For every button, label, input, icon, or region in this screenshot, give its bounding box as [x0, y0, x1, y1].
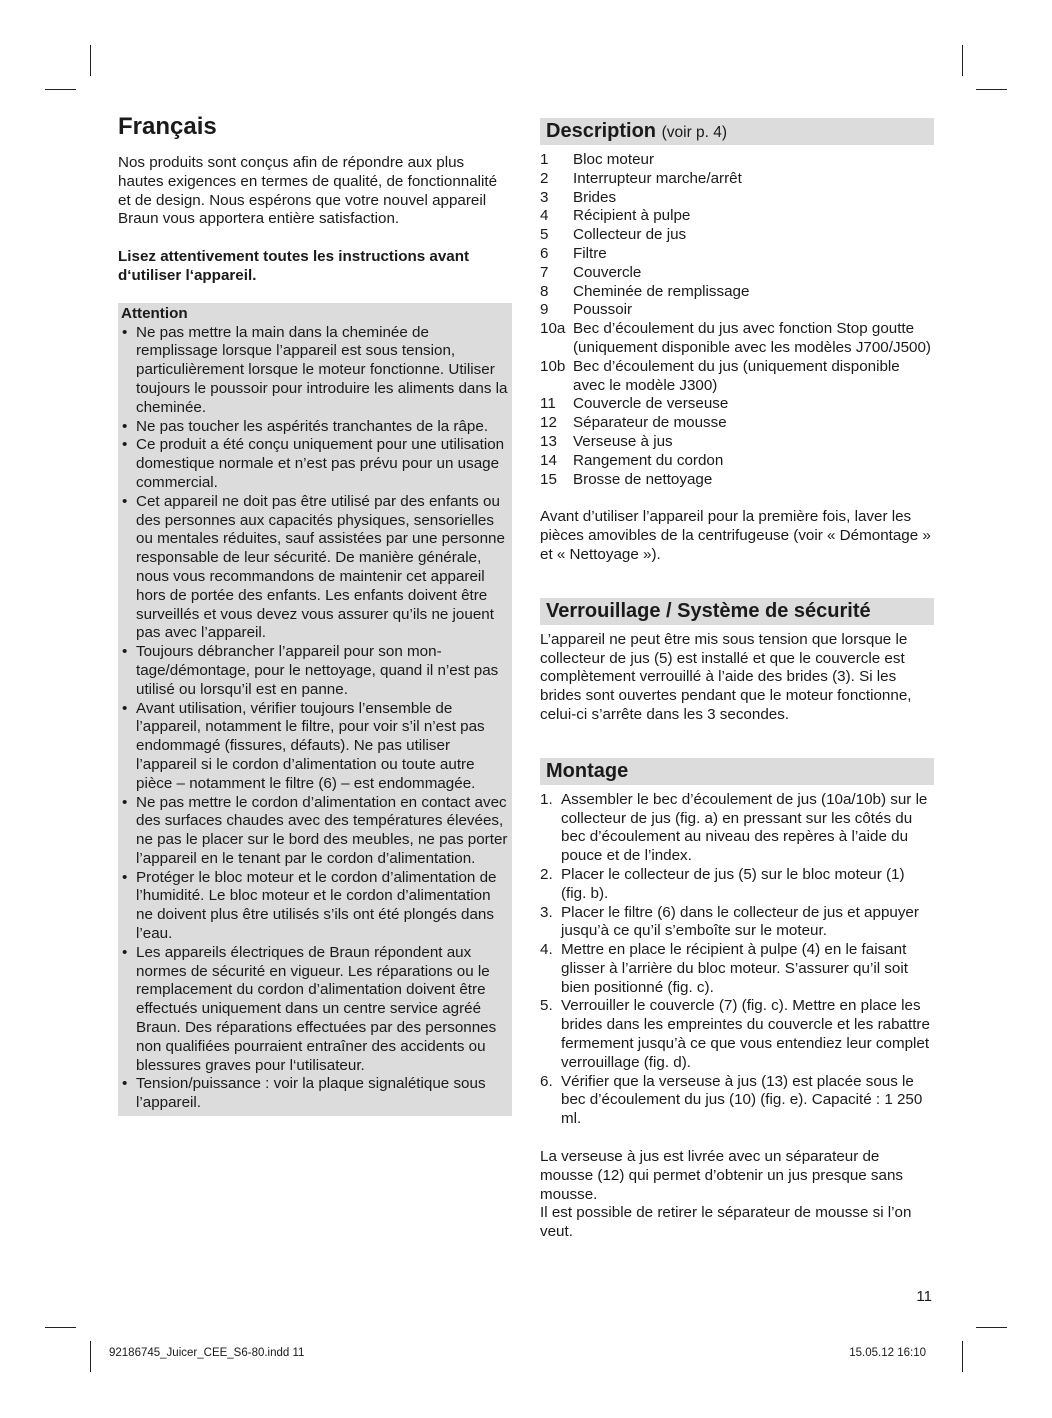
description-heading-text: Description: [546, 120, 657, 142]
part-item: [540, 283, 934, 302]
assembly-step: [540, 941, 934, 997]
attention-item: • Tension/puissance : voir la plaque signalétique sous l’appareil.: [121, 1075, 508, 1113]
part-item: [540, 452, 934, 471]
step-text: Vérifier que la verseuse à jus (13) est placée sous le bec d’écoulement du jus (10) (fig. e). Capacité : 1 250 ml.: [561, 1072, 923, 1128]
part-number: 9: [540, 301, 549, 319]
read-instructions-note: Lisez attentivement toutes les instructions avant d‘utiliser l‘appareil.: [118, 248, 470, 284]
page-number: 11: [916, 1288, 932, 1305]
part-item: [540, 414, 934, 433]
part-item: [540, 226, 934, 245]
crop-mark: [90, 45, 91, 76]
attention-item: • Cet appareil ne doit pas être utilisé par des enfants ou des personnes aux capacités physiques, sensorielles ou mentales réduites, sauf assistées par une personne responsable de leur sécurité. De manière générale, nous vous recommandons de maintenir cet appareil hors de portée des enfants. Les enfants doivent être surveillés et vous devez vous assurer qu’ils ne jouent pas avec l’appareil.: [121, 493, 508, 643]
attention-item: • Avant utilisation, vérifier toujours l’ensemble de l’appareil, notamment le filtre, pour voir s’il n’est pas endommagé (fissures, défauts). Ne pas utiliser l’appareil si le cordon d’alimentation ou toute autre pièce – notamment le filtre (6) – est endommagée.: [121, 700, 508, 794]
step-text: Assembler le bec d’écoulement de jus (10a/10b) sur le collecteur de jus (fig. a) en pressant sur les côtés du bec d’écoulement au niveau des repères à l’aide du pouce et de l’index.: [561, 790, 928, 865]
part-item: [540, 207, 934, 226]
crop-mark: [976, 1327, 1007, 1328]
part-item: [540, 264, 934, 283]
locking-heading: Verrouillage / Système de sécurité: [540, 598, 934, 625]
step-number: 1.: [540, 790, 553, 808]
part-label: Collecteur de jus: [573, 226, 687, 244]
step-number: 2.: [540, 865, 553, 883]
part-number: 2: [540, 169, 549, 187]
assembly-step: [540, 866, 934, 904]
right-column: [540, 118, 934, 1242]
attention-list: [121, 324, 508, 1113]
part-item: [540, 170, 934, 189]
part-label: Poussoir: [573, 301, 633, 319]
part-number: 10a: [540, 320, 566, 338]
part-item: [540, 320, 934, 358]
intro-paragraph: Nos produits sont conçus afin de répondre aux plus hautes exigences en termes de qualité, de fonctionnalité et de design. Nous espérons que votre nouvel appareil Braun vous apportera entière satisfaction.: [118, 154, 498, 228]
footer-filename: 92186745_Juicer_CEE_S6-80.indd 11: [109, 1347, 305, 1359]
attention-box: [118, 303, 512, 1116]
part-number: 13: [540, 432, 557, 450]
part-label: Bec d’écoulement du jus (uniquement disponible avec le modèle J300): [573, 357, 900, 394]
description-heading: [540, 118, 934, 145]
page-title: Français: [118, 113, 217, 140]
part-number: 8: [540, 282, 549, 300]
remove-separator-paragraph: Il est possible de retirer le séparateur de mousse si l’on veut.: [540, 1204, 912, 1241]
assembly-steps: [540, 791, 934, 1129]
step-number: 3.: [540, 903, 553, 921]
attention-item: • Ne pas mettre le cordon d’alimentation en contact avec des surfaces chaudes avec des températures élevées, ne pas le placer sur le bord des meubles, ne pas porter l’appareil en le tenant par le cordon d’alimentation.: [121, 794, 508, 869]
assembly-step: [540, 904, 934, 942]
part-number: 14: [540, 451, 557, 469]
part-item: [540, 358, 934, 396]
assembly-heading: Montage: [540, 758, 934, 785]
part-label: Bec d’écoulement du jus avec fonction Stop goutte (uniquement disponible avec les modèles J700/J500): [573, 320, 931, 356]
part-item: [540, 245, 934, 264]
part-item: [540, 433, 934, 452]
part-item: [540, 189, 934, 208]
attention-title: Attention: [121, 304, 188, 322]
crop-mark: [90, 1341, 91, 1372]
part-label: Brides: [573, 188, 617, 206]
description-subheading: (voir p. 4): [661, 124, 728, 141]
part-number: 3: [540, 188, 549, 206]
part-label: Séparateur de mousse: [573, 414, 727, 432]
attention-item: • Ne pas toucher les aspérités tranchantes de la râpe.: [121, 418, 508, 437]
part-label: Filtre: [573, 244, 607, 262]
step-number: 5.: [540, 997, 553, 1015]
part-label: Brosse de nettoyage: [573, 470, 713, 488]
attention-item: • Protéger le bloc moteur et le cordon d’alimentation de l’humidité. Le bloc moteur et le cordon d’alimentation ne doivent plus être utilisés s’ils ont été plongés dans l’eau.: [121, 869, 508, 944]
assembly-step: [540, 997, 934, 1072]
step-text: Verrouiller le couvercle (7) (fig. c). Mettre en place les brides dans les empreintes du couvercle et les rabattre fermement jusqu’à ce que vous entendiez leur complet verrouillage (fig. d).: [561, 997, 930, 1071]
step-text: Placer le collecteur de jus (5) sur le bloc moteur (1) (fig. b).: [561, 865, 905, 902]
crop-mark: [45, 89, 76, 90]
step-number: 6.: [540, 1072, 553, 1090]
step-number: 4.: [540, 941, 553, 959]
part-number: 15: [540, 470, 557, 488]
attention-item: • Ce produit a été conçu uniquement pour une utilisation domestique normale et n’est pas prévu pour un usage commercial.: [121, 436, 508, 492]
assembly-step: [540, 791, 934, 866]
part-item: [540, 151, 934, 170]
part-number: 4: [540, 207, 549, 225]
part-item: [540, 301, 934, 320]
part-label: Récipient à pulpe: [573, 207, 691, 225]
part-item: [540, 471, 934, 490]
footer-date: 15.05.12 16:10: [849, 1347, 926, 1359]
part-number: 1: [540, 151, 549, 168]
part-label: Cheminée de remplissage: [573, 282, 750, 300]
part-item: [540, 395, 934, 414]
attention-item: • Toujours débrancher l’appareil pour son montage/démontage, pour le nettoyage, quand il n’est pas utilisé ou lorsqu’il est en panne.: [121, 643, 508, 699]
crop-mark: [45, 1327, 76, 1328]
part-label: Couvercle: [573, 263, 642, 281]
foam-separator-paragraph: La verseuse à jus est livrée avec un séparateur de mousse (12) qui permet d’obtenir un jus presque sans mousse.: [540, 1148, 904, 1203]
assembly-step: [540, 1073, 934, 1129]
part-number: 6: [540, 244, 549, 262]
part-number: 5: [540, 226, 549, 244]
part-number: 12: [540, 414, 557, 432]
crop-mark: [976, 89, 1007, 90]
part-number: 7: [540, 263, 549, 281]
part-number: 11: [540, 395, 556, 413]
attention-item: • Ne pas mettre la main dans la cheminée de remplissage lorsque l’appareil est sous tension, particulièrement lorsque le moteur fonctionne. Utiliser toujours le poussoir pour introduire les aliments dans la cheminée.: [121, 324, 508, 418]
part-label: Verseuse à jus: [573, 432, 673, 450]
part-number: 10b: [540, 357, 566, 375]
part-label: Couvercle de verseuse: [573, 395, 729, 413]
part-label: Bloc moteur: [573, 151, 655, 168]
part-label: Rangement du cordon: [573, 451, 724, 469]
left-column: [118, 112, 512, 1116]
part-label: Interrupteur marche/arrêt: [573, 169, 742, 187]
crop-mark: [962, 45, 963, 76]
step-text: Mettre en place le récipient à pulpe (4) en le faisant glisser à l’arrière du bloc moteur. S’assurer qu’il soit bien positionné (fig. c).: [561, 941, 908, 996]
parts-list: [540, 151, 934, 489]
before-first-use-paragraph: Avant d’utiliser l’appareil pour la première fois, laver les pièces amovibles de la centrifugeuse (voir « Démontage » et « Nettoyage »).: [540, 508, 931, 563]
locking-paragraph: L’appareil ne peut être mis sous tension que lorsque le collecteur de jus (5) est installé et que le couvercle est complètement verrouillé à l’aide des brides (3). Si les brides sont ouvertes pendant que le moteur fonctionne, celui-ci s’arrête dans les 3 secondes.: [540, 630, 912, 723]
attention-item: • Les appareils électriques de Braun répondent aux normes de sécurité en vigueur. Les réparations ou le remplacement du cordon d’alimentation doivent être effectués uniquement dans un centre service agréé Braun. Des réparations effectuées par des personnes non qualifiées pourraient entraîner des accidents ou blessures graves pour l‘utilisateur.: [121, 944, 508, 1076]
step-text: Placer le filtre (6) dans le collecteur de jus et appuyer jusqu’à ce qu’il s’emboîte sur le moteur.: [561, 903, 919, 940]
crop-mark: [962, 1341, 963, 1372]
